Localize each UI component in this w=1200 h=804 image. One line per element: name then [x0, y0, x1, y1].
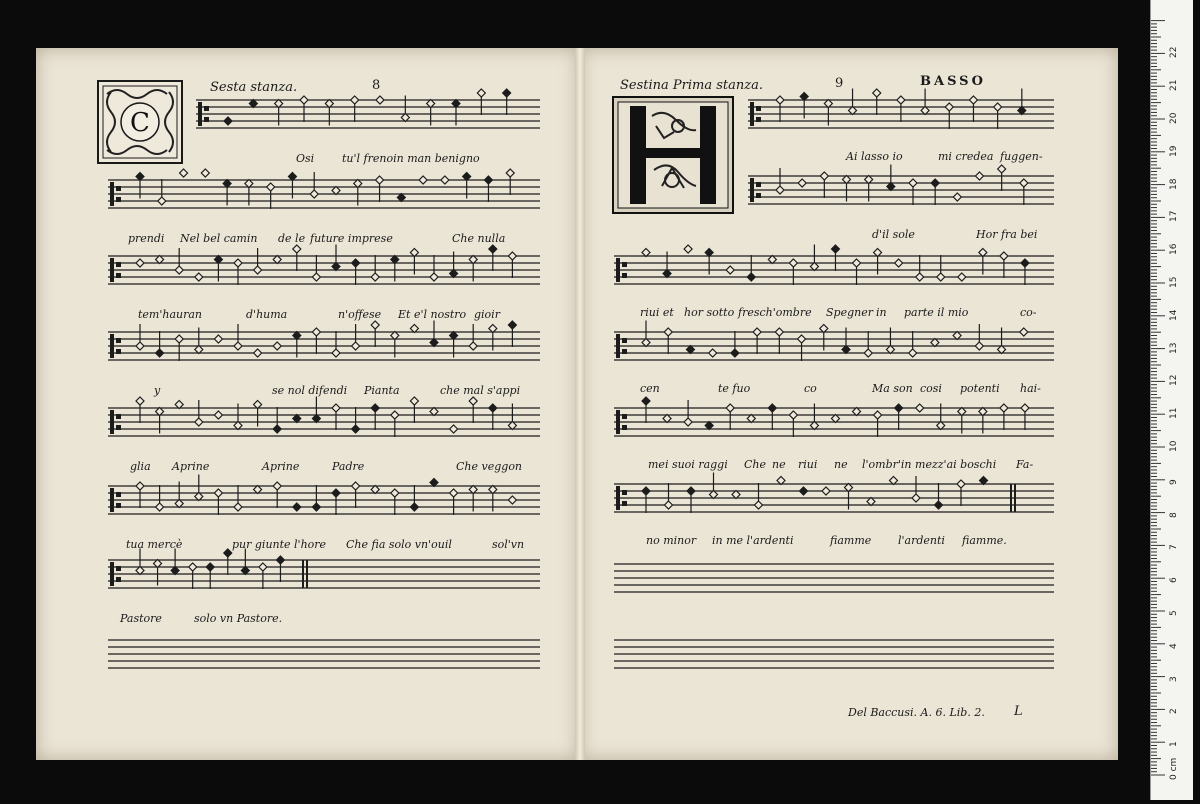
final-barline [306, 560, 308, 588]
lyric-line: d'il sole Hor fra bei [872, 228, 1038, 241]
lyric-line: glia Aprine Aprine Padre Che veggon [130, 460, 523, 473]
left-page-number: 8 [372, 78, 381, 93]
initial-letter-c: C [130, 108, 150, 138]
page-footer: Del Baccusi. A. 6. Lib. 2. [848, 706, 985, 719]
ruler-label: 17 [1169, 210, 1179, 223]
staff-left-6 [108, 475, 540, 516]
ruler-label: 22 [1169, 46, 1179, 59]
ruler-label: 18 [1169, 178, 1179, 190]
ruler-label: 12 [1169, 374, 1179, 387]
ruler-label: 9 [1169, 479, 1179, 485]
lyric-line: riui et hor sotto fresch'ombre Spegner in parte il mio co- [640, 306, 1037, 319]
empty-staff-left-1 [108, 640, 540, 668]
ruler-label: 6 [1169, 577, 1179, 584]
lyric-line: Ai lasso io mi credea fuggen- [846, 150, 1043, 163]
staff-left-1 [196, 89, 540, 128]
ruler-label: 13 [1169, 342, 1179, 354]
ruler-label: 4 [1169, 643, 1179, 649]
ruler-label: 2 [1169, 708, 1179, 715]
final-barline [1014, 484, 1016, 512]
staff-left-7 [108, 549, 306, 590]
final-barline [1010, 484, 1012, 512]
lyric-line: tua mercè pur giunte l'hore Che fia solo vn'ouil sol'vn [126, 538, 525, 551]
staff-left-5 [108, 397, 540, 438]
staff-right-2 [748, 165, 1054, 206]
final-barline [302, 560, 304, 588]
staff-right-1 [748, 89, 1054, 130]
staff-right-6 [614, 473, 1014, 514]
lyric-line: tem'hauran d'huma n'offese Et e'l nostro gioir [138, 308, 500, 321]
lyric-line: cen te fuo co Ma son cosi potenti hai- [640, 382, 1041, 395]
right-page-number: 9 [835, 76, 844, 91]
ruler-label: 21 [1169, 79, 1179, 92]
ruler-label: 7 [1169, 544, 1179, 551]
empty-staff-right-2 [614, 640, 1054, 668]
ruler-label: 19 [1169, 145, 1179, 157]
ruler-label: 3 [1169, 675, 1179, 682]
right-header: Sestina Prima stanza. [620, 78, 763, 93]
empty-staff-right-1 [614, 564, 1054, 592]
staff-left-4 [108, 321, 540, 362]
ruler-label: 15 [1169, 276, 1179, 288]
staff-right-end [1014, 484, 1054, 512]
lyric-line: y se nol difendi Pianta che mal s'appi [154, 384, 521, 397]
staff-right-5 [614, 397, 1054, 437]
ruler-label: 16 [1169, 243, 1179, 256]
ruler-label: 10 [1169, 440, 1179, 452]
empty-staff-left-end [306, 560, 540, 588]
ruler-label: 14 [1169, 309, 1179, 321]
lyric-line: prendi Nel bel camin de le future imprese Che nulla [128, 232, 506, 245]
ruler-label: 11 [1169, 407, 1179, 420]
measurement-ruler [1150, 0, 1193, 800]
staff-left-3 [108, 245, 540, 286]
ruler-label: 8 [1169, 511, 1179, 518]
ruler-label: 5 [1169, 610, 1179, 616]
lyric-line: mei suoi raggi Che ne riui ne l'ombr'in mezz'ai boschi Fa- [648, 458, 1034, 471]
voice-part-label: BASSO [920, 74, 986, 89]
ruler-label: 20 [1169, 112, 1179, 124]
gathering-signature: L [1014, 704, 1023, 719]
lyric-line: no minor in me l'ardenti fiamme l'ardenti fiamme. [646, 534, 1007, 547]
staff-left-2 [108, 169, 540, 209]
staff-right-3 [614, 245, 1054, 286]
left-header: Sesta stanza. [210, 80, 298, 95]
ruler-label: 0 cm [1169, 757, 1179, 780]
staff-right-4 [614, 321, 1054, 362]
lyric-line: Pastore solo vn Pastore. [120, 612, 283, 625]
ruler-label: 1 [1169, 741, 1179, 748]
lyric-line: Osi tu'l frenoin man benigno [296, 152, 480, 165]
